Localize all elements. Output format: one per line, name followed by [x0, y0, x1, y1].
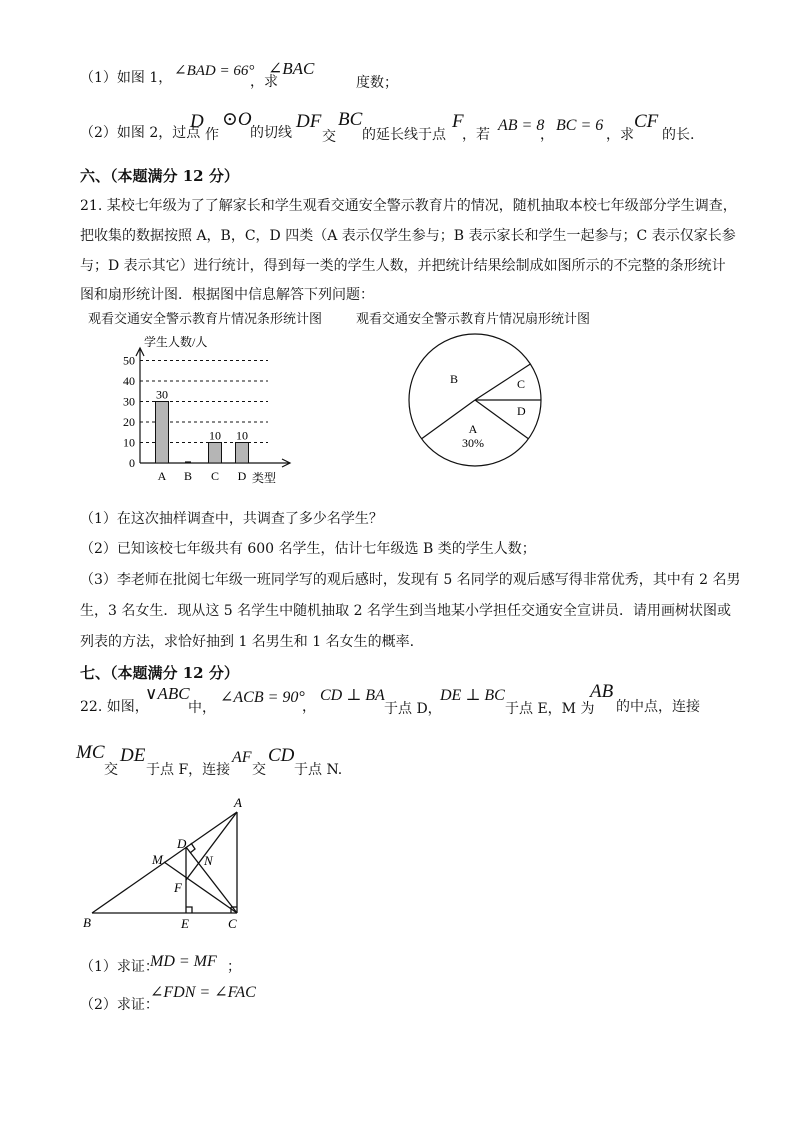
q21-sub-2: （2）已知该校七年级共有 600 名学生，估计七年级选 B 类的学生人数； [80, 541, 536, 557]
q22-jiao: 交 [104, 762, 118, 778]
bar-value-label: 30 [156, 387, 168, 402]
x-axis-label: 类型 [252, 471, 277, 485]
line-cf: CF [634, 111, 659, 132]
section-7-title: 七、（本题满分 12 分） [80, 664, 239, 682]
pie-label-a: A [468, 422, 478, 436]
q22-angle-fdn-fac: ∠FDN = ∠FAC [150, 984, 256, 1001]
bar-d [236, 443, 249, 464]
pie-chart-caption: 观看交通安全警示教育片情况扇形统计图 [356, 312, 591, 327]
line-df: DF [296, 111, 322, 132]
x-tick-label: A [157, 469, 167, 483]
x-tick-label: C [210, 469, 220, 483]
q22-jiao2: 交 [252, 762, 266, 778]
segment-ab: AB [590, 681, 614, 702]
pie-chart [400, 328, 560, 488]
label-b: B [83, 915, 91, 930]
x-tick-label: D [237, 469, 247, 483]
segment-de: DE [120, 745, 146, 766]
angle-acb: ∠ACB = 90° [220, 689, 305, 706]
section-6-title: 六、（本题满分 12 分） [80, 167, 239, 185]
pie-divider [422, 400, 475, 439]
y-tick-label: 0 [129, 456, 135, 470]
point-d: D [190, 111, 204, 132]
q20-angle-bac: ∠BAC [268, 59, 315, 78]
label-a: A [234, 795, 242, 810]
pie-label-d: D [517, 404, 526, 418]
q22-comma: ， [302, 699, 316, 715]
segment-af: AF [232, 749, 252, 766]
bar-c [209, 443, 222, 464]
q21-line: 21. 某校七年级为了了解家长和学生观看交通安全警示教育片的情况，随机抽取本校七年级部分学生调查， [80, 198, 737, 214]
q20-part2-prefix: （2）如图 2，过点 [80, 125, 201, 141]
q22-yu-n: 于点 N. [294, 762, 343, 778]
pie-label-b: B [450, 372, 459, 386]
q22-sub-1-prefix: （1）求证： [80, 959, 159, 975]
cd-perp-ba: CD ⊥ BA [320, 687, 385, 704]
triangle-abc: ∨ABC [145, 684, 190, 703]
bar-value-label: 10 [236, 428, 248, 443]
q20-end: 的长. [662, 127, 695, 143]
q20-part1-prefix: （1）如图 1， [80, 70, 173, 86]
q20-qiu: ，求 [606, 127, 634, 143]
right-angle-e [186, 907, 192, 913]
q22-yu-f: 于点 F，连接 [146, 762, 231, 778]
label-n: N [204, 853, 213, 868]
y-tick-label: 50 [123, 353, 135, 368]
x-tick-label: B [183, 469, 193, 483]
q20-zuo: 作 [205, 127, 219, 143]
q20-ab-8: AB = 8 [498, 117, 545, 134]
bar-a [156, 402, 169, 464]
pie-label-c: C [517, 377, 526, 391]
q22-sub-2-prefix: （2）求证： [80, 997, 159, 1013]
pie-label-a-percent: 30% [462, 436, 484, 450]
circle-o: ⊙O [222, 109, 252, 130]
triangle-figure [80, 795, 260, 935]
q22-midpoint: 的中点，连接 [616, 699, 700, 715]
y-tick-label: 40 [123, 374, 135, 388]
point-f: F [452, 111, 464, 132]
q22-sub-1-end: ； [227, 959, 241, 975]
y-axis-label: 学生人数/人 [144, 335, 208, 349]
q20-comma: ， [540, 127, 554, 143]
label-e: E [181, 916, 189, 931]
bar-value-label: 10 [209, 428, 221, 443]
segment-cd: CD [268, 745, 295, 766]
q20-bc-6: BC = 6 [556, 117, 604, 134]
q21-sub-3-cont2: 列表的方法，求恰好抽到 1 名男生和 1 名女生的概率. [80, 634, 415, 650]
q21-line: 把收集的数据按照 A，B，C，D 四类（A 表示仅学生参与；B 表示家长和学生一起参与；C 表示仅家长参 [80, 228, 736, 244]
bar-chart [105, 330, 305, 490]
y-tick-label: 10 [123, 435, 135, 450]
label-d: D [177, 836, 187, 851]
line-bc: BC [338, 109, 363, 130]
label-m: M [152, 852, 163, 867]
q22-yu-d: 于点 D， [384, 701, 442, 717]
bar-chart-caption: 观看交通安全警示教育片情况条形统计图 [88, 312, 323, 327]
q20-extension: 的延长线于点 [362, 127, 446, 143]
q21-line: 图和扇形统计图．根据图中信息解答下列问题： [80, 287, 374, 303]
q20-jiao: 交 [322, 129, 336, 145]
label-c: C [228, 916, 237, 931]
q21-line: 与；D 表示其它）进行统计，得到每一类的学生人数，并把统计结果绘制成如图所示的不完整的条形统计 [80, 258, 726, 274]
q21-sub-3: （3）李老师在批阅七年级一班同学写的观后感时，发现有 5 名同学的观后感写得非常优秀，其中有 2 名男 [80, 572, 741, 588]
q22-yu-e: 于点 E，M 为 [505, 701, 595, 717]
q21-sub-1: （1）在这次抽样调查中，共调查了多少名学生？ [80, 511, 383, 527]
label-f: F [174, 880, 182, 895]
q21-sub-3-cont: 生，3 名女生．现从这 5 名学生中随机抽取 2 名学生到当地某小学担任交通安全宣讲员．请用画树状图或 [80, 603, 731, 619]
q20-ruo: ，若 [462, 127, 490, 143]
q20-part1-suffix: 度数； [356, 75, 398, 91]
segment-mc: MC [76, 742, 105, 763]
y-tick-label: 20 [123, 415, 135, 429]
q22-md-mf: MD = MF [150, 953, 217, 970]
y-tick-label: 30 [123, 394, 135, 409]
de-perp-bc: DE ⊥ BC [440, 687, 505, 704]
q20-part1-ask: ，求 [250, 74, 278, 90]
q20-angle-bad: ∠BAD = 66° [174, 63, 255, 79]
q20-tangent: 的切线 [250, 125, 292, 141]
q22-zhong: 中， [188, 700, 216, 716]
q22-prefix: 22. 如图， [80, 699, 149, 715]
